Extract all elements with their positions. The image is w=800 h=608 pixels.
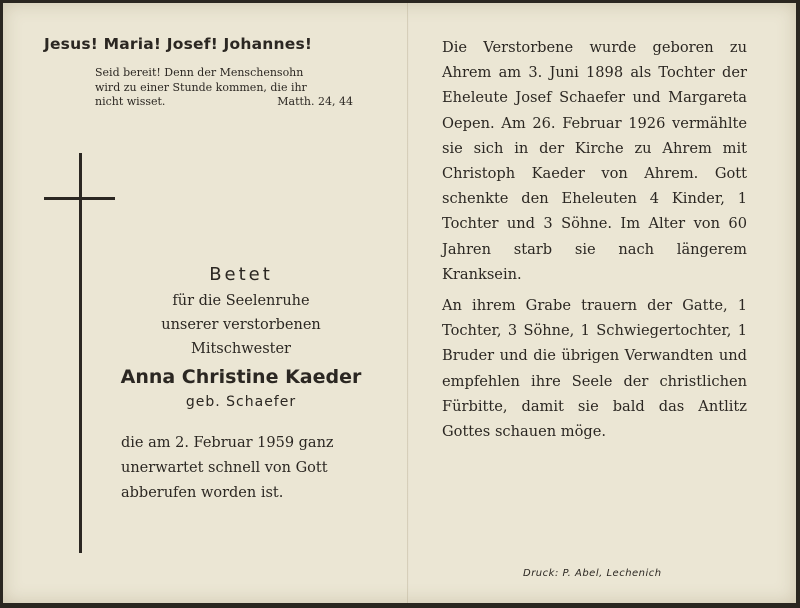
death-line: unerwartet schnell von Gott [121,460,328,476]
biography [442,35,747,444]
mourners-paragraph: An ihrem Grabe trauern der Gatte, 1 Tochter, 3 Söhne, 1 Schwiegertochter, 1 Bruder und die übrigen Verwandten und empfehlen ihre Seele der christlichen Fürbitte, damit sie bald das Antlitz Gottes schauen möge. [442,297,747,441]
death-line: die am 2. Februar 1959 ganz [121,435,334,451]
prayer-line: unserer verstorbenen [161,317,321,333]
bible-verse [95,66,353,110]
prayer-line: für die Seelenruhe [172,293,310,309]
card-fold [407,3,409,603]
biography-paragraph: Die Verstorbene wurde geboren zu Ahrem am 3. Juni 1898 als Tochter der Eheleute Josef Schaefer und Margareta Oepen. Am 26. Februar 1926 vermählte sie sich in der Kirche zu Ahrem mit Christoph Kaeder von Ahrem. Gott schenkte den Eheleuten 4 Kinder, 1 Tochter und 3 Söhne. Im Alter von 60 Jahren starb sie nach längerem Kranksein. [442,39,747,283]
deceased-name: Anna Christine Kaeder [120,366,362,388]
memorial-card [3,3,796,603]
cross-icon-horizontal [44,197,115,200]
verse-line: wird zu einer Stunde kommen, die ihr [95,80,307,94]
printer-imprint: Druck: P. Abel, Lechenich [523,568,662,579]
birth-name: geb. Schaefer [185,394,297,410]
verse-last-line [95,95,353,110]
prayer-line: Mitschwester [191,341,291,357]
prayer-block [111,261,371,413]
verse-line: nicht wisset. [95,95,166,108]
cross-icon-vertical [79,153,82,553]
death-line: abberufen worden ist. [121,485,284,501]
motto-heading: Jesus! Maria! Josef! Johannes! [44,35,313,53]
prayer-heading: Betet [209,264,273,285]
verse-reference: Matth. 24, 44 [277,95,353,108]
verse-line: Seid bereit! Denn der Menschensohn [95,66,304,79]
death-notice [121,431,353,506]
